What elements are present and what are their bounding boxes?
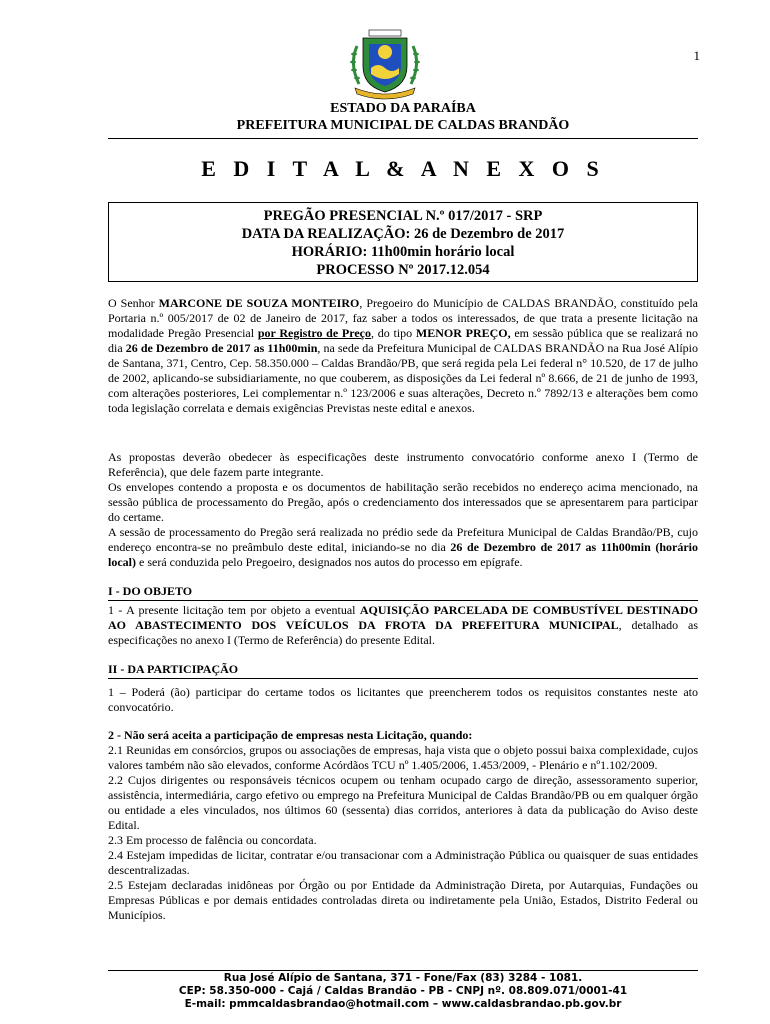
section-objeto-text: 1 - A presente licitação tem por objeto a eventual AQUISIÇÃO PARCELADA DE COMBUSTÍVEL DESTINADO AO ABASTECIMENTO DOS VEÍCULOS DA FROTA DA PREFEITURA MUNICIPAL, detalhado as especificações no anexo I (Termo de Referência) do presente Edital. (108, 603, 698, 647)
proposals-paragraphs (108, 450, 698, 570)
exclusion-2-4: 2.4 Estejam impedidas de licitar, contratar e/ou transacionar com a Administração Pública ou quaisquer de suas entidades descentralizadas. (108, 848, 698, 877)
header-divider (108, 138, 698, 139)
exclusion-2-1: 2.1 Reunidas em consórcios, grupos ou associações de empresas, haja vista que o objeto possui baixa complexidade, cujos valores também não são elevados, conforme Acórdãos TCU nº 1.405/2006, 1.453/2009, - Plenário e nº1.102/2009. (108, 743, 698, 772)
page-number: 1 (693, 48, 700, 63)
participation-item-1: 1 – Poderá (ão) participar do certame todos os licitantes que preencherem todos os requisitos constantes neste ato convocatório. (108, 685, 698, 714)
process-info-box (108, 202, 698, 282)
session-time: HORÁRIO: 11h00min horário local (291, 244, 515, 260)
exclusion-2-5: 2.5 Estejam declaradas inidôneas por Órgão ou por Entidade da Administração Direta, por Autarquias, Fundações ou Empresas Públicas e por demais entidades controladas direta ou indiretamente pela União, Estados, Distrito Federal ou Municípios. (108, 878, 698, 922)
section-objeto-heading: I - DO OBJETO (108, 584, 698, 601)
document-title: E D I T A L & A N E X O S (201, 156, 605, 181)
proposals-p2: Os envelopes contendo a proposta e os documentos de habilitação serão recebidos no endereço acima mencionado, na sessão pública de processamento do Pregão, após o credenciamento dos interessados que se apresentarem para participar do certame. (108, 480, 698, 524)
footer-divider (108, 970, 698, 971)
preamble-paragraph: O Senhor MARCONE DE SOUZA MONTEIRO, Pregoeiro do Município de CALDAS BRANDÃO, constituído pela Portaria n.º 005/2017 de 02 de Janeiro de 2017, faz saber a todos os interessados, de que trata a presente licitação na modalidade Pregão Presencial por Registro de Preço, do tipo MENOR PREÇO, em sessão pública que se realizará no dia 26 de Dezembro de 2017 as 11h00min, na sede da Prefeitura Municipal de CALDAS BRANDÃO na Rua José Alípio de Santana, 371, Centro, Cep. 58.350.000 – Caldas Brandão/PB, que será regida pela Lei federal n° 10.520, de 17 de julho de 2002, aplicando-se subsidiariamente, no que couberem, as disposições da Lei federal nº 8.666, de 21 de junho de 1993, com alterações posteriores, Lei complementar n.º 123/2006 e suas alterações, Decreto n.º 7892/13 e alterações bem como toda legislação correlata e demais exigências Previstas neste edital e anexos. (108, 296, 699, 415)
exclusion-2-3: 2.3 Em processo de falência ou concordata. (108, 833, 317, 847)
exclusion-2-2: 2.2 Cujos dirigentes ou responsáveis técnicos ocupem ou tenham ocupado cargo de direção, assessoramento superior, assistência, intermediária, cargo efetivo ou emprego na Prefeitura Municipal de Caldas Brandão/PB ou em qualquer órgão ou entidade a eles vinculados, nos últimos 60 (sessenta) dias corridos, anteriores à data da publicação do Aviso deste Edital. (108, 773, 698, 832)
document-footer (108, 972, 698, 1011)
process-number: PROCESSO Nº 2017.12.054 (316, 262, 490, 278)
proposals-p1: As propostas deverão obedecer às especificações deste instrumento convocatório conforme anexo I (Termo de Referência), que dele fazem parte integrante. (108, 450, 698, 479)
footer-address: Rua José Alípio de Santana, 371 - Fone/Fax (83) 3284 - 1081. (223, 972, 583, 984)
state-name: ESTADO DA PARAÍBA (330, 101, 476, 116)
realization-date: DATA DA REALIZAÇÃO: 26 de Dezembro de 2017 (241, 226, 565, 242)
footer-cep-cnpj: CEP: 58.350-000 - Cajá / Caldas Brandão - PB - CNPJ nº. 08.809.071/0001-41 (178, 985, 628, 997)
proposals-p3: A sessão de processamento do Pregão será realizada no prédio sede da Prefeitura Municipal de Caldas Brandão/PB, cujo endereço encontra-se no preâmbulo deste edital, iniciando-se no dia 26 de Dezembro de 2017 as 11h00min (horário local) e será conduzida pelo Pregoeiro, designados nos autos do processo em epígrafe. (108, 525, 698, 569)
exclusions-heading: 2 - Não será aceita a participação de empresas nesta Licitação, quando: (108, 728, 473, 742)
municipal-crest-icon (345, 28, 425, 100)
pregao-number: PREGÃO PRESENCIAL N.º 017/2017 - SRP (263, 208, 543, 224)
section-participacao-text (108, 685, 698, 715)
exclusions-list (108, 728, 698, 923)
prefecture-name: PREFEITURA MUNICIPAL DE CALDAS BRANDÃO (236, 118, 570, 133)
section-participacao-heading: II - DA PARTICIPAÇÃO (108, 662, 698, 679)
footer-contact: E-mail: pmmcaldasbrandao@hotmail.com – www.caldasbrandao.pb.gov.br (184, 998, 622, 1010)
document-header (108, 100, 698, 134)
